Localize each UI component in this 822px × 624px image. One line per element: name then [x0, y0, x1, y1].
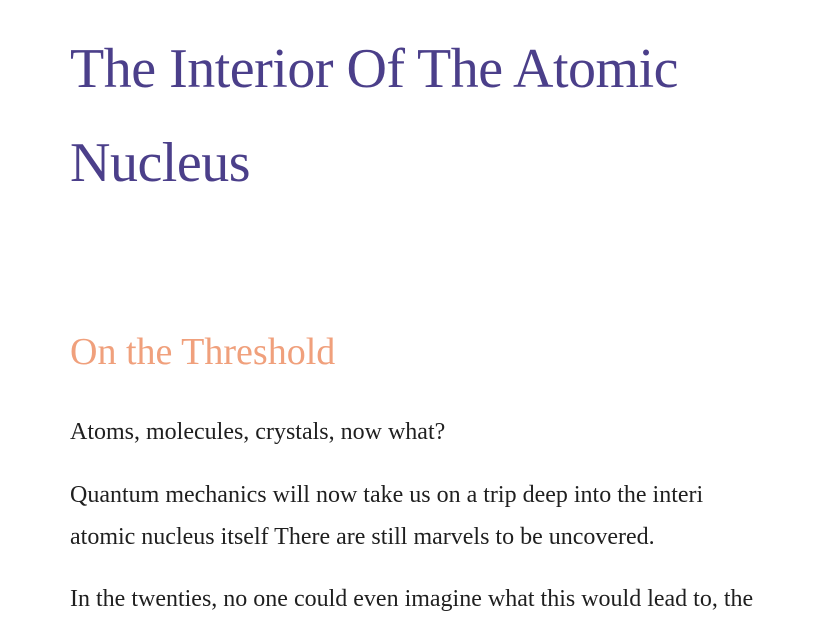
paragraph-3: [70, 578, 753, 620]
paragraph-1: [70, 411, 445, 453]
paragraph-line: Quantum mechanics will now take us on a trip deep into the interi: [70, 482, 704, 508]
paragraph-2: [70, 474, 703, 558]
paragraph-line: Atoms, molecules, crystals, now what?: [70, 419, 446, 445]
paragraph-line: atomic nucleus itself There are still marvels to be uncovered.: [70, 524, 655, 550]
section-heading: On the Threshold: [70, 331, 336, 373]
page-title: The Interior Of The Atomic Nucleus: [70, 38, 679, 194]
paragraph-line: In the twenties, no one could even imagine what this would lead to, the: [70, 586, 754, 612]
